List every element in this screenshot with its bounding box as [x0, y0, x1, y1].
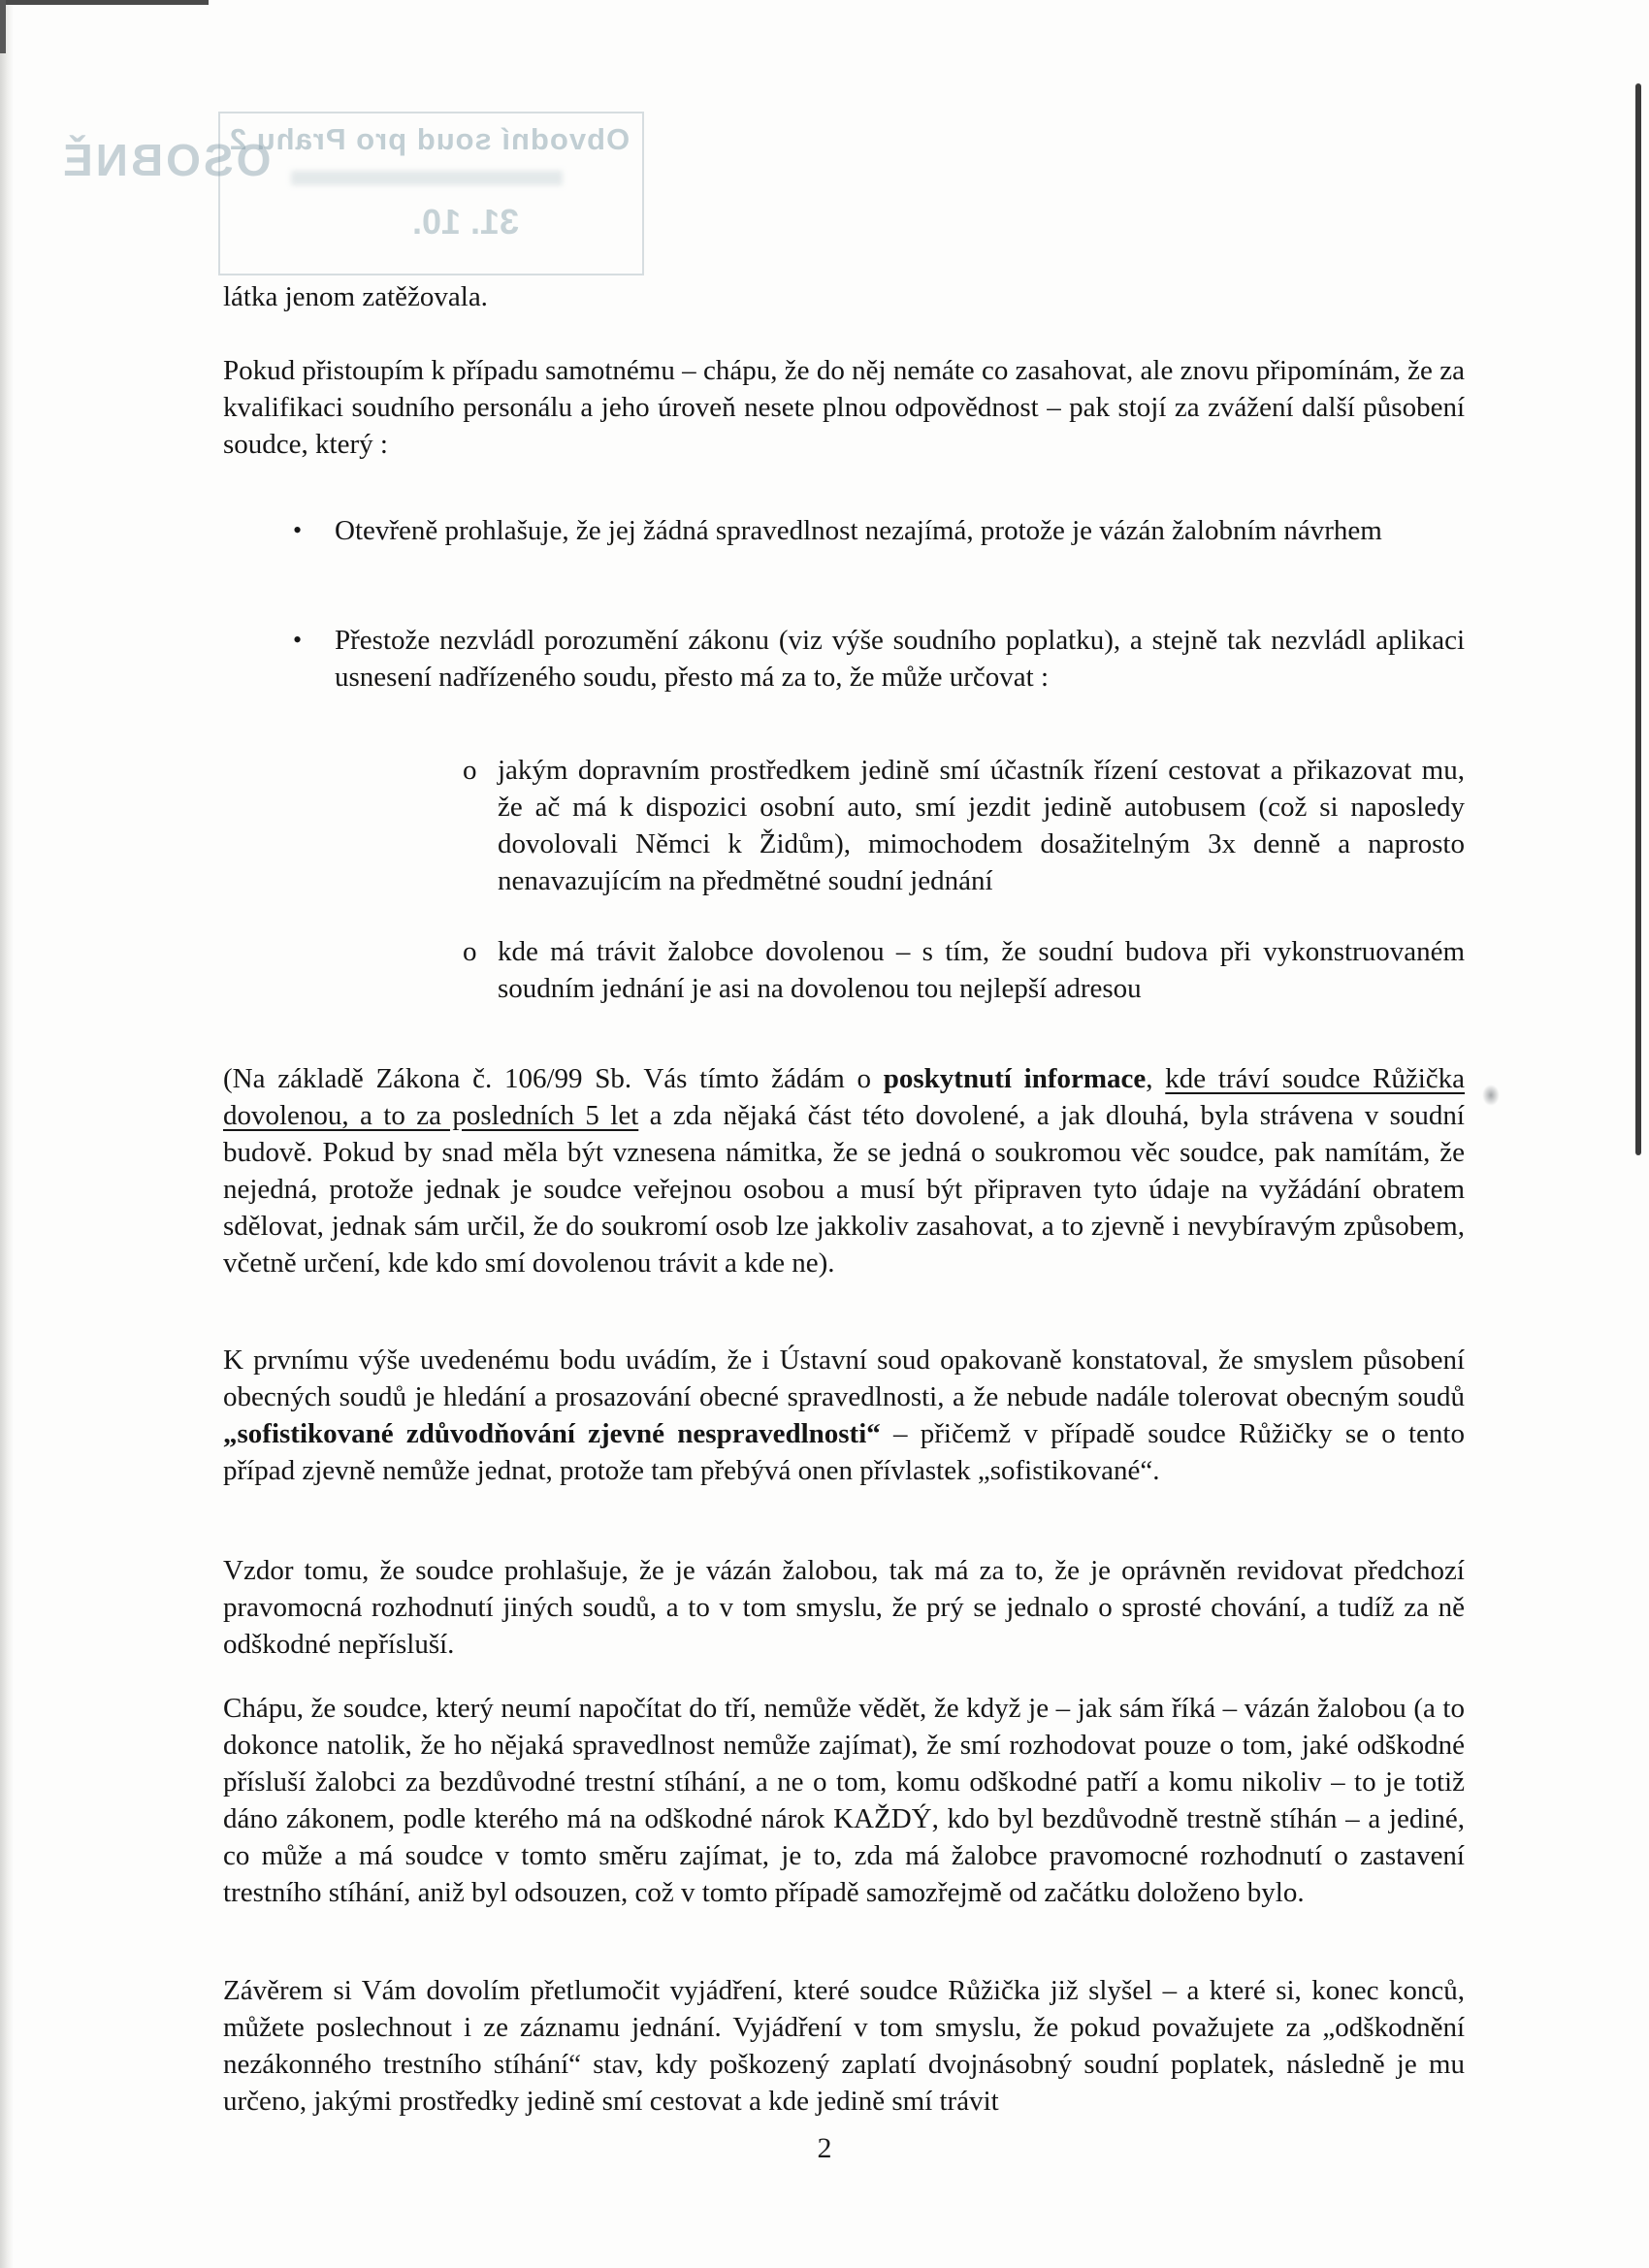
- sub-bullet-item-1: [461, 752, 1465, 899]
- bullet-dot-icon: •: [293, 516, 303, 544]
- stamp-illegible-line: [291, 171, 563, 185]
- stamp-date: 31. 10.: [411, 202, 520, 242]
- bullet-dot-icon: •: [293, 626, 303, 654]
- paragraph-chapu: Chápu, že soudce, který neumí napočítat do tří, nemůže vědět, že když je – jak sám říká – vázán žalobou (a to dokonce natolik, že ho nějaká spravedlnost nemůže zajímat), že smí rozhodovat pouze o tom, jaké odškodné přísluší žalobci za bezdůvodné trestní stíhání, a ne o tom, komu odškodné patří a komu nikoliv – to je totiž dáno zákonem, podle kterého má na odškodné nárok KAŽDÝ, kdo byl bezdůvodně trestně stíhán – a jediné, co může a má soudce v tomto směru zajímat, je to, zda má žalobce pravomocné rozhodnutí o zastavení trestního stíhání, aniž byl odsouzen, což v tomto případě samozřejmě od začátku doloženo bylo.: [223, 1693, 1465, 1908]
- paragraph-intro: látka jenom zatěžovala.: [223, 281, 488, 312]
- paragraph-vzdor-tomu: Vzdor tomu, že soudce prohlašuje, že je vázán žalobou, tak má za to, že je oprávněn revidovat předchozí pravomocná rozhodnutí jiných soudů, a to v tom smyslu, že prý se jednalo o sprosté chování, a tudíž za ně odškodné nepřísluší.: [223, 1555, 1465, 1660]
- paragraph-pokud: Pokud přistoupím k případu samotnému – chápu, že do něj nemáte co zasahovat, ale znovu připomínám, že za kvalifikaci soudního personálu a jeho úroveň nesete plnou odpovědnost – pak stojí za zvážení další působení soudce, který :: [223, 355, 1465, 460]
- sub-bullet-text-2: kde má trávit žalobce dovolenou – s tím, že soudní budova při vykonstruovaném soudním jednání je asi na dovolenou tou nejlepší adresou: [498, 936, 1465, 1004]
- sub-bullet-item-2: [461, 933, 1465, 1007]
- bullet-text-2: Přestože nezvládl porozumění zákonu (viz výše soudního poplatku), a stejně tak nezvládl aplikaci usnesení nadřízeného soudu, přesto má za to, že může určovat :: [335, 625, 1465, 693]
- paragraph-ustavni-soud: K prvnímu výše uvedenému bodu uvádím, že i Ústavní soud opakovaně konstatoval, že smyslem působení obecných soudů je hledání a prosazování obecné spravedlnosti, a že nebude nadále tolerovat obecným soudů „sofistikované zdůvodňování zjevné nespravedlnosti“ – přičemž v případě soudce Růžičky se o tento případ zjevně nemůže jednat, protože tam přebývá onen přívlastek „sofistikované“.: [223, 1345, 1465, 1486]
- page-number: 2: [817, 2132, 832, 2164]
- sub-bullet-text-1: jakým dopravním prostředkem jedině smí účastník řízení cestovat a přikazovat mu, že ač má k dispozici osobní auto, smí jezdit jedině autobusem (což si naposledy dovolovali Němci k Židům), mimochodem dosažitelným 3x denně a naprosto nenavazujícím na předmětné soudní jednání: [498, 755, 1465, 896]
- paragraph-zaverem: Závěrem si Vám dovolím přetlumočit vyjádření, které soudce Růžička již slyšel – a které si, konec konců, můžete poslechnout i ze záznamu jednání. Vyjádření v tom smyslu, že pokud považujete za „odškodnění nezákonného trestního stíhání“ stav, kdy poškozený zaplatí dvojnásobný soudní poplatek, následně je mu určeno, jakými prostředky jedině smí cestovat a kde jedině smí trávit: [223, 1975, 1465, 2117]
- bullet-item-2: [291, 622, 1465, 696]
- paragraph-zakon-106: (Na základě Zákona č. 106/99 Sb. Vás tímto žádám o poskytnutí informace, kde tráví soudce Růžička dovolenou, a to za posledních 5 let a zda nějaká část této dovolené, a jak dlouhá, byla strávena v soudní budově. Pokud by snad měla být vznesena námitka, že se jedná o soukromou věc soudce, pak namítám, že nejedná, protože jednak je soudce veřejnou osobou a musí být připraven tyto údaje na vyžádání obratem sdělovat, jednak sám určil, že do soukromí osob lze jakkoliv zasahovat, a to zjevně i nevybíravým způsobem, včetně určení, kde kdo smí dovolenou trávit a kde ne).: [223, 1063, 1465, 1279]
- scan-fold-line: [1635, 83, 1641, 1155]
- circle-bullet-icon: o: [463, 755, 477, 786]
- stamp-court-name: Obvodní soud pro Prahu 2: [228, 122, 630, 156]
- bullet-text-1: Otevřeně prohlašuje, že jej žádná spravedlnost nezajímá, protože je vázán žalobním návrhem: [335, 515, 1382, 546]
- scan-edge-left: [0, 0, 14, 2268]
- scan-edge-top: [0, 0, 209, 5]
- stamp-osobne-mark: OSOBNĚ: [60, 135, 272, 185]
- circle-bullet-icon: o: [463, 936, 477, 967]
- bullet-item-1: [291, 512, 1465, 549]
- scan-edge-corner: [0, 0, 6, 53]
- ink-smudge: [1482, 1085, 1500, 1106]
